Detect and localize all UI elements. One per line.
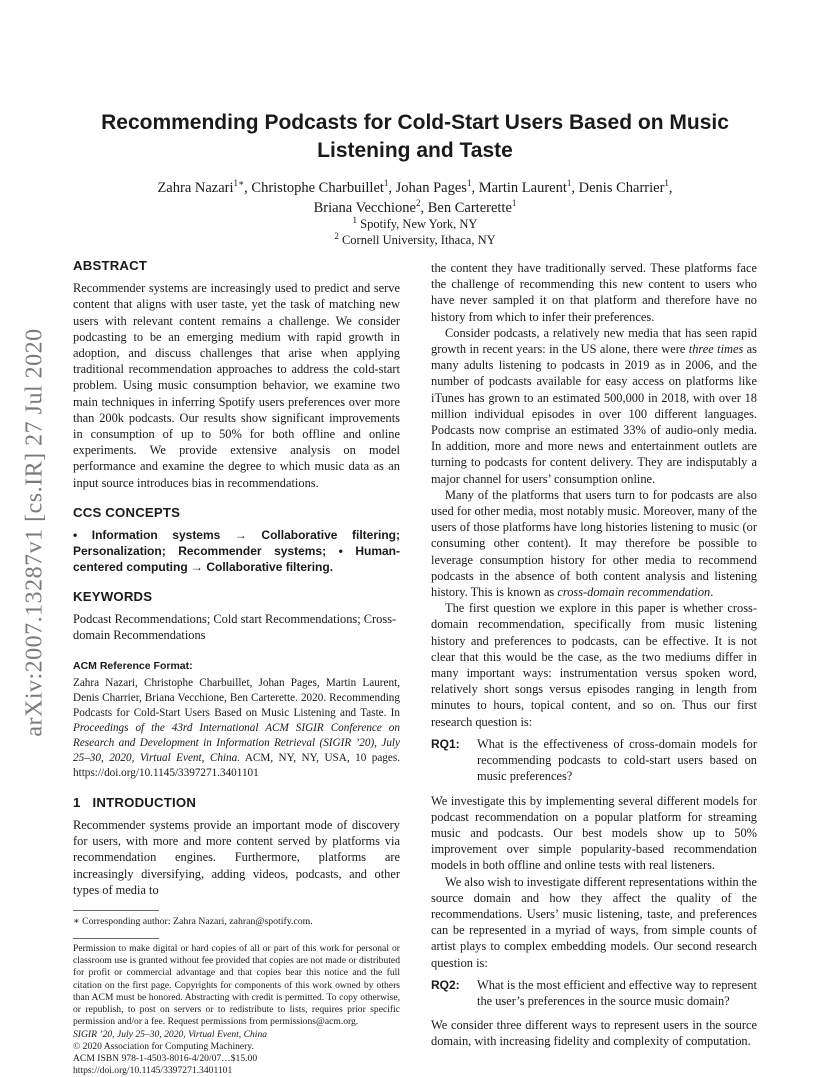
author-marker: 1∗ (233, 178, 245, 189)
permission-rule (73, 938, 159, 939)
author: Ben Carterette (427, 200, 512, 216)
author-marker: 2 (416, 198, 421, 209)
rq-text: What is the effectiveness of cross-domain models for recommending podcasts to cold-start users based on music preferences? (477, 736, 757, 784)
research-question-2 (431, 977, 757, 1009)
doi-line: https://doi.org/10.1145/3397271.3401101 (73, 1065, 233, 1077)
footnote-rule (73, 910, 159, 911)
author-line-1: Zahra Nazari$^{1∗}$, Christophe Charbuillet$^1$, Johan Pages$^1$, Martin Laurent$^1$, Denis Charrier$^1$, (157, 178, 673, 196)
affiliation-1: $^1$ Spotify, New York, NY (352, 214, 478, 231)
rq-text: What is the most efficient and effective way to represent the user’s preferences in the source music domain? (477, 977, 757, 1008)
author-marker: 1 (566, 178, 572, 189)
ccs-text: • Information systems → Collaborative filtering; Personalization; Recommender systems; • Human-centered computing → Collaborative filtering. (73, 528, 400, 575)
author-line-2: Briana Vecchione$^2$, Ben Carterette$^1$ (313, 198, 517, 216)
author-marker: 1 (511, 198, 517, 209)
author-marker: 1 (466, 178, 472, 189)
right-column (431, 260, 757, 1050)
paragraph: The first question we explore in this paper is whether cross-domain recommendation, specifically from music listening history and preferences to podcasts, can be effective. It is not clear that this would be the case, as the two mediums differ in many important ways: instrumentation versus spoken word, relatively short songs versus episodes ranging in length from minutes to hours, topical content, and so on. Thus our first research question is: (431, 601, 757, 729)
author-marker: 1 (664, 178, 669, 189)
author-list (70, 178, 760, 218)
author: Martin Laurent (478, 180, 567, 196)
paragraph: We investigate this by implementing several different models for podcast recommendation on a popular platform for streaming music and podcasts. Our best models show up to 50% improvement over simple popularity-based recommendation models in both offline and online tests with real listeners. (431, 793, 757, 873)
left-column (73, 258, 400, 1077)
paragraph: We consider three different ways to represent users in the source domain, with increasing fidelity and complexity of computation. (431, 1018, 757, 1049)
paper-title: Recommending Podcasts for Cold-Start Users Based on Music Listening and Taste (101, 111, 729, 162)
author: Johan Pages (395, 180, 467, 196)
research-question-1 (431, 736, 757, 785)
abstract-text: Recommender systems are increasingly used to predict and serve content that aligns with user taste, yet the task of matching new users with relevant content remains a challenge. We consider podcasting to be an emerging medium with rapid growth in adoption, and discuss challenges that arise when applying traditional recommendation approaches to address the cold-start problem. Using music consumption behavior, we examine two main techniques in inferring Spotify users preferences over more than 200k podcasts. Our results show significant improvements in consumption of up to 50% for both offline and online experiments. We provide extensive analysis on model performance and examine the degree to which music data as an input source introduces bias in recommendations. (73, 281, 400, 490)
footnote: ∗ Corresponding author: Zahra Nazari, zahran@spotify.com. (73, 916, 313, 928)
permission-notice: Permission to make digital or hard copies of all or part of this work for personal or classroom use is granted without fee provided that copies are not made or distributed for profit or commercial advantage and that copies bear this notice and the full citation on the first page. Copyrights for components of this work owned by others than ACM must be honored. Abstracting with credit is permitted. To copy otherwise, or republish, to post on servers or to redistribute to lists, requires prior specific permission and/or a fee. Request permissions from permissions@acm.org. (73, 943, 400, 1028)
copyright-line: © 2020 Association for Computing Machinery. (73, 1040, 254, 1052)
paragraph: We also wish to investigate different representations within the source domain and how they affect the quality of the recommendations. Users’ music listening, taste, and preferences can be represented in a myriad of ways, from simple counts of artist plays to complex embedding models. Our second research question is: (431, 874, 757, 970)
ccs-heading: CCS CONCEPTS (73, 504, 181, 520)
rq-label: RQ1: (431, 736, 460, 751)
paragraph: the content they have traditionally served. These platforms face the challenge of recommending this new content to users who have never sampled it on that platform and therefore have no history from which to infer their preferences. (431, 261, 757, 324)
author-marker: 1 (383, 178, 389, 189)
keywords-heading: KEYWORDS (73, 589, 153, 605)
rq-label: RQ2: (431, 977, 460, 992)
introduction-heading: 1 INTRODUCTION (73, 794, 197, 810)
conference-line: SIGIR ’20, July 25–30, 2020, Virtual Event, China (73, 1028, 268, 1040)
acm-reference-text: Zahra Nazari, Christophe Charbuillet, Johan Pages, Martin Laurent, Denis Charrier, Briana Vecchione, Ben Carterette. 2020. Recommending Podcasts for Cold-Start Users Based on Music Listening and Taste. In Proceedings of the 43rd International ACM SIGIR Conference on Research and Development in Information Retrieval (SIGIR ’20), July 25–30, 2020, Virtual Event, China. ACM, NY, NY, USA, 10 pages. https://doi.org/10.1145/3397271.3401101 (73, 676, 400, 779)
introduction-text: Recommender systems provide an important mode of discovery for users, with more and more content served by platforms via recommendation engines. Furthermore, platforms are increasingly diversifying, adding videos, podcasts, and other types of media to (73, 818, 400, 897)
author: Christophe Charbuillet (251, 180, 384, 196)
abstract-heading: ABSTRACT (73, 258, 148, 273)
paragraph: Many of the platforms that users turn to for podcasts are also used for other media, most notably music. Moreover, many of the users of those platforms have long histories listening to music (or consuming other content). It may therefore be possible to leverage consumption history for other media to recommend podcasts in the absence of both content analysis and listening history. This is known as cross-domain recommendation. (431, 487, 757, 600)
keywords-text: Podcast Recommendations; Cold start Recommendations; Cross-domain Recommendations (73, 612, 397, 643)
isbn-line: ACM ISBN 978-1-4503-8016-4/20/07…$15.00 (73, 1052, 258, 1064)
paragraph: Consider podcasts, a relatively new media that has seen rapid growth in recent years: in the US alone, there were three times as many adults listening to podcasts in 2019 as in 2006, and the number of podcasts available for easy access on platforms like iTunes has grown to an estimated 500,000 in 2018, with over 18 million individual episodes in over 100 different languages. Podcasts now comprise an estimated 33% of audio-only media. In addition, more and more news and entertainment outlets are turning to podcasts for content delivery. They are indisputably a major channel for users’ consumption online. (431, 325, 757, 486)
acm-reference-heading: ACM Reference Format: (73, 659, 193, 672)
author: Zahra Nazari (157, 180, 234, 196)
affiliation-2: $^2$ Cornell University, Ithaca, NY (334, 230, 496, 247)
author: Briana Vecchione (313, 200, 416, 216)
author: Denis Charrier (578, 180, 665, 196)
arxiv-identifier: arXiv:2007.13287v1 [cs.IR] 27 Jul 2020 (21, 328, 48, 737)
